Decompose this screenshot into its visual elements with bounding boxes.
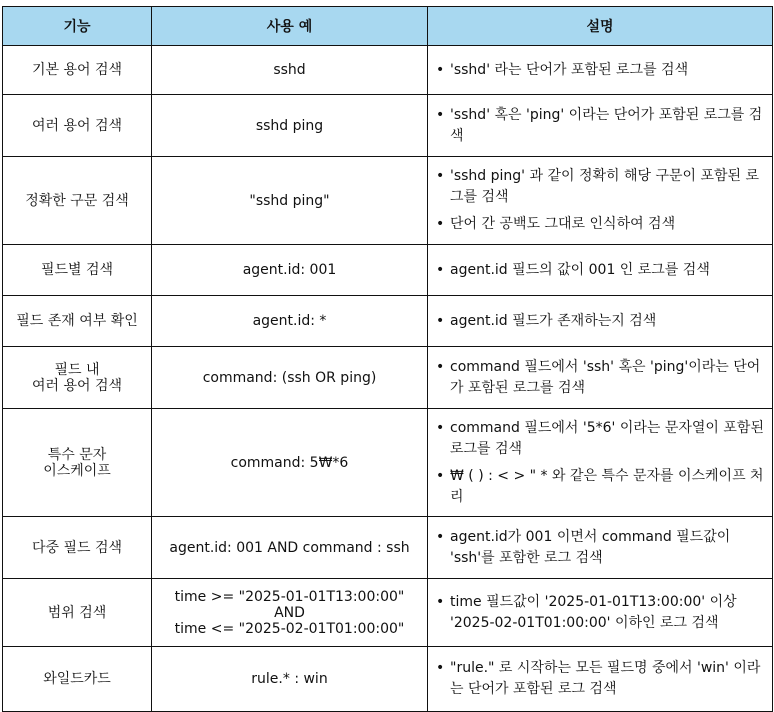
header-description: 설명 (428, 7, 773, 46)
example-text: command: (ssh OR ping) (202, 369, 377, 386)
example-cell (152, 579, 428, 647)
example-text: agent.id: * (252, 313, 327, 329)
feature-cell (3, 409, 152, 517)
example-cell (152, 157, 428, 245)
feature-text: 다중 필드 검색 (31, 539, 123, 556)
table-row (3, 409, 773, 517)
description-cell (428, 517, 773, 579)
description-item: • command 필드에서 'ssh' 혹은 'ping'이라는 단어가 포함된 로그를 검색 (436, 357, 764, 399)
description-cell (428, 296, 773, 347)
description-cell (428, 245, 773, 296)
feature-text: 여러 용어 검색 (31, 377, 123, 394)
description-item: • 단어 간 공백도 그대로 인식하여 검색 (436, 214, 764, 235)
description-list (436, 658, 764, 700)
description-cell (428, 95, 773, 157)
feature-text: 범위 검색 (47, 604, 107, 621)
description-item: • 'sshd ping' 과 같이 정확히 해당 구문이 포함된 로그를 검색 (436, 166, 764, 208)
example-cell (152, 517, 428, 579)
feature-text: 필드 존재 여부 확인 (16, 313, 138, 329)
header-row (3, 7, 773, 46)
example-cell (152, 409, 428, 517)
example-text: sshd (273, 62, 306, 78)
example-cell (152, 245, 428, 296)
description-cell (428, 647, 773, 712)
feature-cell (3, 579, 152, 647)
feature-cell (3, 647, 152, 712)
feature-text: 여러 용어 검색 (31, 117, 123, 134)
feature-text: 와일드카드 (43, 671, 111, 687)
description-item: • 'sshd' 라는 단어가 포함된 로그를 검색 (436, 60, 764, 81)
example-text: AND (274, 604, 305, 621)
search-syntax-table-container (2, 6, 773, 712)
table-row (3, 296, 773, 347)
feature-cell (3, 517, 152, 579)
feature-text: 특수 문자 (47, 446, 107, 463)
table-row (3, 95, 773, 157)
header-feature: 기능 (3, 7, 152, 46)
feature-text: 기본 용어 검색 (31, 62, 123, 78)
table-row (3, 347, 773, 409)
description-cell (428, 347, 773, 409)
description-list (436, 311, 764, 332)
example-text: time <= "2025-02-01T01:00:00" (174, 620, 405, 637)
table-row (3, 157, 773, 245)
table-row (3, 579, 773, 647)
description-cell (428, 579, 773, 647)
example-text: rule.* : win (251, 671, 328, 687)
feature-text: 필드 내 (54, 361, 100, 378)
description-cell (428, 409, 773, 517)
description-list (436, 592, 764, 634)
feature-cell (3, 157, 152, 245)
example-text: command: 5₩*6 (230, 454, 349, 471)
feature-text: 필드별 검색 (40, 262, 114, 278)
feature-cell (3, 296, 152, 347)
example-cell (152, 95, 428, 157)
example-text: agent.id: 001 AND command : ssh (169, 539, 410, 556)
example-cell (152, 296, 428, 347)
example-text: agent.id: 001 (242, 262, 337, 278)
example-cell (152, 647, 428, 712)
description-list (436, 527, 764, 569)
example-text: "sshd ping" (249, 192, 330, 209)
description-list (436, 105, 764, 147)
description-list (436, 60, 764, 81)
description-item: • command 필드에서 '5*6' 이라는 문자열이 포함된 로그를 검색 (436, 418, 764, 460)
description-item: • time 필드값이 '2025-01-01T13:00:00' 이상 '2025-02-01T01:00:00' 이하인 로그 검색 (436, 592, 764, 634)
header-example: 사용 예 (152, 7, 428, 46)
description-item: • agent.id가 001 이면서 command 필드값이 'ssh'를 포함한 로그 검색 (436, 527, 764, 569)
description-item: • 'sshd' 혹은 'ping' 이라는 단어가 포함된 로그를 검색 (436, 105, 764, 147)
feature-text: 이스케이프 (43, 462, 111, 479)
description-cell (428, 157, 773, 245)
table-row (3, 245, 773, 296)
description-item: • "rule." 로 시작하는 모든 필드명 중에서 'win' 이라는 단어가 포함된 로그 검색 (436, 658, 764, 700)
description-item: • agent.id 필드가 존재하는지 검색 (436, 311, 764, 332)
feature-text: 정확한 구문 검색 (25, 192, 129, 209)
feature-cell (3, 95, 152, 157)
table-row (3, 517, 773, 579)
table-body (3, 46, 773, 712)
description-list (436, 418, 764, 508)
example-cell (152, 347, 428, 409)
search-syntax-table (2, 6, 773, 712)
description-item: • agent.id 필드의 값이 001 인 로그를 검색 (436, 260, 764, 281)
description-item: • ₩ ( ) : < > " * 와 같은 특수 문자를 이스케이프 처리 (436, 466, 764, 508)
feature-cell (3, 46, 152, 95)
description-cell (428, 46, 773, 95)
table-row (3, 647, 773, 712)
description-list (436, 260, 764, 281)
description-list (436, 357, 764, 399)
example-text: sshd ping (255, 117, 324, 134)
table-row (3, 46, 773, 95)
example-text: time >= "2025-01-01T13:00:00" (174, 588, 405, 605)
example-cell (152, 46, 428, 95)
feature-cell (3, 245, 152, 296)
description-list (436, 166, 764, 235)
feature-cell (3, 347, 152, 409)
